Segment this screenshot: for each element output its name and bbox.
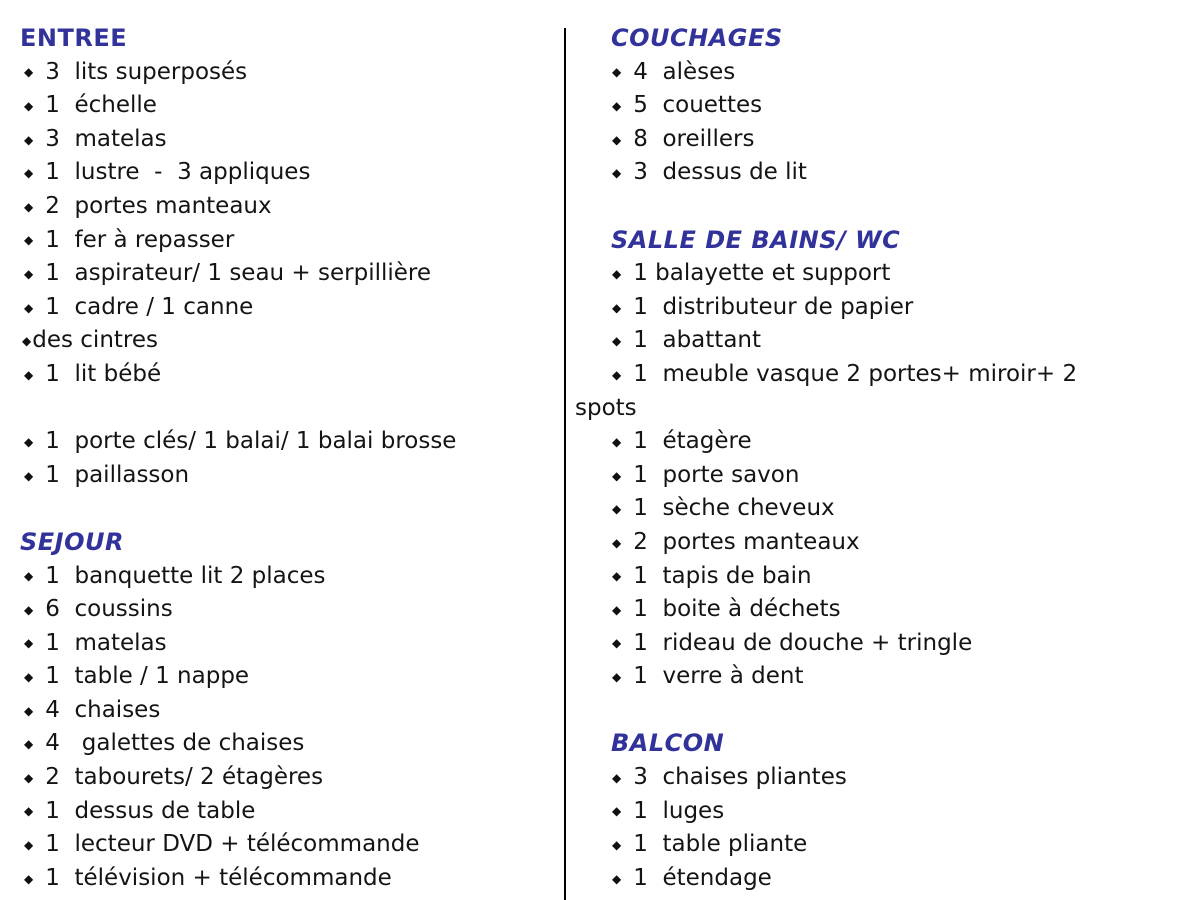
list-item — [18, 257, 558, 291]
diamond-bullet-icon: ◆ — [612, 602, 622, 617]
line-text: 1 balayette et support — [633, 260, 891, 287]
diamond-bullet-icon: ◆ — [24, 670, 34, 685]
line-text: 1 table pliante — [633, 831, 808, 858]
line-text: 2 portes manteaux — [633, 528, 860, 555]
line-text: 1 table / 1 nappe — [45, 663, 250, 690]
list-item — [18, 425, 558, 459]
line-text: 4 chaises — [45, 696, 161, 723]
diamond-bullet-icon: ◆ — [24, 804, 34, 819]
line-text: 5 couettes — [633, 92, 763, 119]
list-item — [575, 156, 1195, 190]
list-item — [18, 56, 558, 90]
section-title: SALLE DE BAINS/ WC — [611, 225, 901, 254]
list-item — [18, 89, 558, 123]
line-text: 8 oreillers — [633, 125, 755, 152]
diamond-bullet-icon: ◆ — [24, 703, 34, 718]
list-item — [18, 828, 558, 862]
list-item — [575, 660, 1195, 694]
column-right — [575, 22, 1195, 895]
diamond-bullet-icon: ◆ — [24, 569, 34, 584]
line-text: 3 chaises pliantes — [633, 764, 847, 791]
line-text: 1 fer à repasser — [45, 226, 235, 253]
diamond-bullet-icon: ◆ — [612, 367, 622, 382]
section-header — [18, 22, 558, 56]
diamond-bullet-icon: ◆ — [24, 636, 34, 651]
section-header — [575, 727, 1195, 761]
list-item — [575, 526, 1195, 560]
wrapped-text-line — [575, 392, 1195, 426]
line-text: 1 matelas — [45, 629, 167, 656]
diamond-bullet-icon: ◆ — [24, 468, 34, 483]
diamond-bullet-icon: ◆ — [612, 871, 622, 886]
diamond-bullet-icon: ◆ — [24, 838, 34, 853]
list-item — [575, 560, 1195, 594]
section-title: COUCHAGES — [611, 24, 783, 52]
diamond-bullet-icon: ◆ — [612, 98, 622, 113]
list-item — [18, 123, 558, 157]
diamond-bullet-icon: ◆ — [612, 804, 622, 819]
diamond-bullet-icon: ◆ — [612, 65, 622, 80]
diamond-bullet-icon: ◆ — [24, 266, 34, 281]
diamond-bullet-icon: ◆ — [612, 132, 622, 147]
line-text: 1 banquette lit 2 places — [45, 562, 326, 589]
diamond-bullet-icon: ◆ — [612, 636, 622, 651]
blank-line — [575, 190, 1195, 224]
line-text: 1 meuble vasque 2 portes+ miroir+ 2 — [633, 360, 1078, 387]
diamond-bullet-icon: ◆ — [612, 670, 622, 685]
line-text: 1 sèche cheveux — [633, 495, 835, 522]
list-item — [575, 459, 1195, 493]
list-item — [18, 862, 558, 896]
list-item — [18, 660, 558, 694]
column-left — [18, 22, 558, 895]
section-header — [575, 224, 1195, 258]
diamond-bullet-icon: ◆ — [24, 166, 34, 181]
diamond-bullet-icon: ◆ — [612, 838, 622, 853]
line-text: 1 tapis de bain — [633, 562, 812, 589]
list-item — [18, 324, 558, 358]
line-text: 1 étagère — [633, 428, 752, 455]
section-title: BALCON — [611, 729, 725, 758]
line-text: 1 distributeur de papier — [633, 293, 914, 320]
list-item — [18, 727, 558, 761]
diamond-bullet-icon: ◆ — [612, 334, 622, 349]
diamond-bullet-icon: ◆ — [612, 569, 622, 584]
diamond-bullet-icon: ◆ — [612, 502, 622, 517]
line-text: 3 matelas — [45, 125, 167, 152]
list-item — [18, 291, 558, 325]
list-item — [575, 862, 1195, 896]
diamond-bullet-icon: ◆ — [612, 468, 622, 483]
list-item — [18, 560, 558, 594]
line-text: 1 porte clés/ 1 balai/ 1 balai brosse — [45, 428, 457, 455]
diamond-bullet-icon: ◆ — [612, 434, 622, 449]
list-item — [18, 761, 558, 795]
section-header — [575, 22, 1195, 56]
list-item — [18, 190, 558, 224]
list-item — [18, 795, 558, 829]
diamond-bullet-icon: ◆ — [24, 770, 34, 785]
list-item — [575, 358, 1195, 392]
diamond-bullet-icon: ◆ — [24, 602, 34, 617]
diamond-bullet-icon: ◆ — [24, 199, 34, 214]
list-item — [18, 627, 558, 661]
line-text: 1 porte savon — [633, 461, 800, 488]
line-text: 4 alèses — [633, 58, 736, 85]
line-text: 1 lustre - 3 appliques — [45, 159, 311, 186]
list-item — [575, 828, 1195, 862]
line-text: des cintres — [32, 327, 158, 354]
diamond-bullet-icon: ◆ — [612, 166, 622, 181]
list-item — [18, 593, 558, 627]
list-item — [18, 459, 558, 493]
line-text: 1 dessus de table — [45, 797, 256, 824]
diamond-bullet-icon: ◆ — [24, 132, 34, 147]
list-item — [575, 761, 1195, 795]
line-text: 2 tabourets/ 2 étagères — [45, 764, 324, 791]
list-item — [575, 56, 1195, 90]
list-item — [18, 358, 558, 392]
section-title: ENTREE — [20, 24, 128, 52]
list-item — [575, 593, 1195, 627]
diamond-bullet-icon: ◆ — [24, 300, 34, 315]
diamond-bullet-icon: ◆ — [612, 266, 622, 281]
diamond-bullet-icon: ◆ — [24, 434, 34, 449]
diamond-bullet-icon: ◆ — [22, 334, 32, 349]
list-item — [575, 627, 1195, 661]
blank-line — [575, 694, 1195, 728]
list-item — [18, 224, 558, 258]
list-item — [18, 156, 558, 190]
diamond-bullet-icon: ◆ — [24, 233, 34, 248]
list-item — [575, 89, 1195, 123]
list-item — [575, 291, 1195, 325]
line-text: spots — [575, 394, 637, 421]
line-text: 1 télévision + télécommande — [45, 864, 392, 891]
list-item — [575, 795, 1195, 829]
line-text: 1 aspirateur/ 1 seau + serpillière — [45, 260, 432, 287]
list-item — [575, 123, 1195, 157]
diamond-bullet-icon: ◆ — [24, 65, 34, 80]
line-text: 1 lit bébé — [45, 360, 162, 387]
line-text: 1 étendage — [633, 864, 772, 891]
section-title: SEJOUR — [20, 527, 124, 556]
section-header — [18, 526, 558, 560]
list-item — [575, 425, 1195, 459]
line-text: 2 portes manteaux — [45, 192, 272, 219]
line-text: 1 verre à dent — [633, 663, 804, 690]
line-text: 3 dessus de lit — [633, 159, 807, 186]
diamond-bullet-icon: ◆ — [24, 367, 34, 382]
diamond-bullet-icon: ◆ — [612, 300, 622, 315]
line-text: 4 galettes de chaises — [45, 730, 305, 757]
line-text: 3 lits superposés — [45, 58, 248, 85]
line-text: 1 échelle — [45, 92, 157, 119]
blank-line — [18, 392, 558, 426]
line-text: 1 cadre / 1 canne — [45, 293, 254, 320]
diamond-bullet-icon: ◆ — [24, 737, 34, 752]
column-divider — [564, 28, 566, 900]
list-item — [18, 694, 558, 728]
diamond-bullet-icon: ◆ — [24, 98, 34, 113]
list-item — [575, 492, 1195, 526]
diamond-bullet-icon: ◆ — [612, 770, 622, 785]
line-text: 1 rideau de douche + tringle — [633, 629, 973, 656]
diamond-bullet-icon: ◆ — [612, 535, 622, 550]
line-text: 6 coussins — [45, 596, 173, 623]
list-item — [575, 324, 1195, 358]
line-text: 1 luges — [633, 797, 725, 824]
line-text: 1 lecteur DVD + télécommande — [45, 831, 420, 858]
blank-line — [18, 492, 558, 526]
line-text: 1 boite à déchets — [633, 596, 841, 623]
diamond-bullet-icon: ◆ — [24, 871, 34, 886]
line-text: 1 abattant — [633, 327, 762, 354]
line-text: 1 paillasson — [45, 461, 190, 488]
list-item — [575, 257, 1195, 291]
